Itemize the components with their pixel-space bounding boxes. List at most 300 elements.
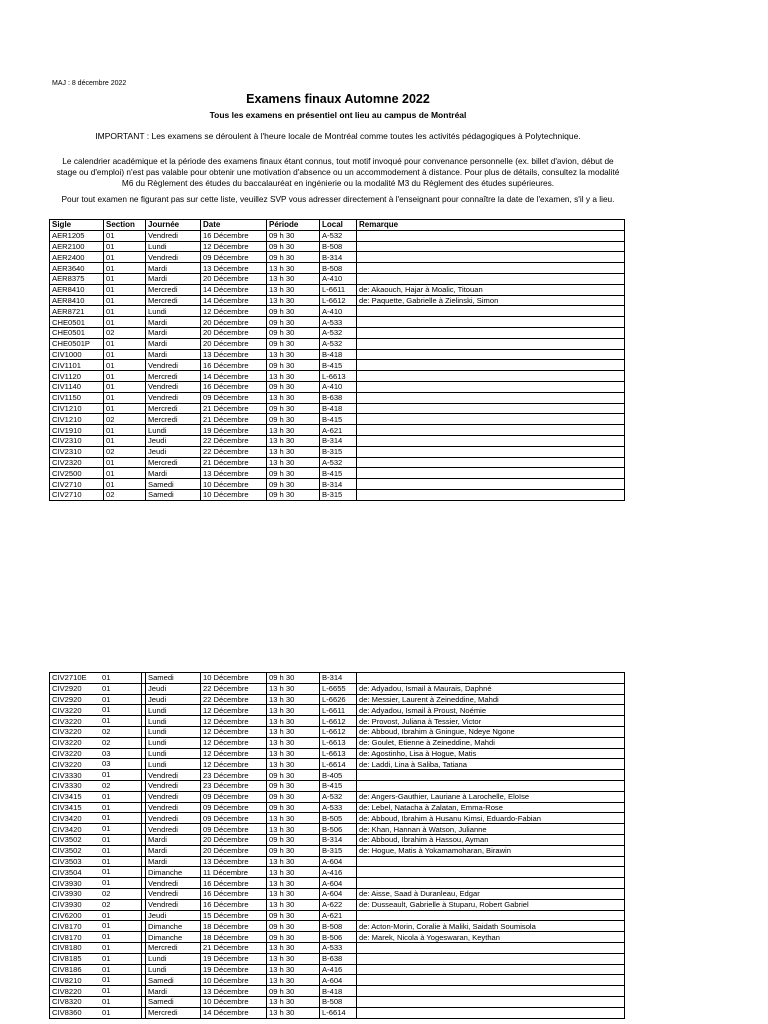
cell-sigle: CHE0501P [50,338,104,349]
cell-periode: 09 h 30 [267,986,320,997]
cell-local: A-622 [320,899,357,910]
cell-sigle: CIV1140 [50,381,104,392]
cell-date: 19 Décembre [201,425,267,436]
cell-date: 20 Décembre [201,338,267,349]
cell-local: B-506 [320,932,357,943]
table-row [50,737,625,748]
cell-remarque: de: Agostinho, Lisa à Hogue, Matis [357,748,625,759]
cell-journee: Samedi [146,996,201,1007]
cell-remarque: de: Goulet, Etienne à Zeineddine, Mahdi [357,737,625,748]
cell-sigle: CIV3930 01 [50,878,142,889]
cell-local: B-314 [320,673,357,684]
cell-local: L-6611 [320,284,357,295]
cell-sigle: CIV2310 [50,435,104,446]
cell-journee: Vendredi [146,360,201,371]
cell-journee: Jeudi [146,694,201,705]
table-row [50,986,625,997]
cell-remarque [357,306,625,317]
cell-section: 01 [104,435,146,446]
col-remarque: Remarque [357,220,625,231]
cell-date: 12 Décembre [201,705,267,716]
cell-date: 13 Décembre [201,263,267,274]
cell-date: 20 Décembre [201,327,267,338]
cell-periode: 09 h 30 [267,403,320,414]
cell-periode: 09 h 30 [267,479,320,490]
cell-periode: 09 h 30 [267,921,320,932]
table-row [50,489,625,500]
cell-remarque [357,1007,625,1018]
cell-local: B-314 [320,479,357,490]
cell-section: 01 [104,468,146,479]
table-header-row [50,220,625,231]
table-row [50,349,625,360]
cell-local: L-6612 [320,726,357,737]
cell-periode: 09 h 30 [267,252,320,263]
cell-sigle: CIV6200 01 [50,910,142,921]
cell-section-text: 01 [102,673,111,682]
cell-sigle: CIV8185 01 [50,953,142,964]
cell-section-text: 01 [102,964,111,974]
cell-sigle: CIV2710 [50,479,104,490]
cell-local: B-315 [320,489,357,500]
cell-sigle: CIV3220 03 [50,748,142,759]
cell-section-text: 01 [102,953,111,963]
cell-local: A-604 [320,878,357,889]
cell-journee: Lundi [146,425,201,436]
cell-remarque [357,252,625,263]
cell-remarque [357,349,625,360]
cell-sigle: CIV3220 01 [50,705,142,716]
cell-local: B-508 [320,263,357,274]
cell-local: L-6612 [320,295,357,306]
cell-sigle: CIV2710 [50,489,104,500]
cell-local: B-315 [320,446,357,457]
table-row [50,716,625,727]
cell-section-text: 01 [102,996,111,1006]
table-row [50,780,625,791]
cell-periode: 13 h 30 [267,349,320,360]
table-row [50,921,625,932]
cell-date: 22 Décembre [201,683,267,694]
cell-section: 01 [104,252,146,263]
cell-section-text: 01 [102,705,111,715]
cell-periode: 09 h 30 [267,381,320,392]
cell-sigle: CIV8210 01 [50,975,142,986]
cell-section: 02 [104,414,146,425]
table-row [50,813,625,824]
cell-section-text: 03 [102,748,111,758]
cell-sigle: CIV2710E 01 [50,673,142,684]
cell-section: 01 [104,338,146,349]
cell-local: B-415 [320,780,357,791]
cell-periode: 13 h 30 [267,964,320,975]
cell-date: 10 Décembre [201,673,267,684]
cell-journee: Mardi [146,273,201,284]
cell-local: B-314 [320,435,357,446]
cell-journee: Mercredi [146,284,201,295]
cell-sigle: AER2100 [50,241,104,252]
cell-journee: Samedi [146,489,201,500]
cell-sigle: CIV1210 [50,403,104,414]
cell-journee: Vendredi [146,899,201,910]
cell-periode: 13 h 30 [267,683,320,694]
table-row [50,263,625,274]
cell-date: 16 Décembre [201,888,267,899]
col-journee: Journée [146,220,201,231]
cell-section: 01 [104,371,146,382]
cell-remarque: de: Marek, Nicola à Yogeswaran, Keythan [357,932,625,943]
cell-date: 22 Décembre [201,446,267,457]
cell-local: A-604 [320,975,357,986]
cell-local: A-410 [320,306,357,317]
cell-periode: 13 h 30 [267,284,320,295]
table-row [50,327,625,338]
cell-local: B-415 [320,414,357,425]
cell-local: L-6613 [320,748,357,759]
cell-journee: Samedi [146,975,201,986]
table-row [50,1007,625,1018]
cell-journee: Mardi [146,845,201,856]
cell-journee: Mercredi [146,403,201,414]
cell-local: A-533 [320,802,357,813]
cell-sigle: CIV3504 01 [50,867,142,878]
cell-periode: 13 h 30 [267,392,320,403]
table-row [50,748,625,759]
cell-section: 01 [104,295,146,306]
cell-periode: 13 h 30 [267,878,320,889]
cell-journee: Mercredi [146,457,201,468]
cell-section: 01 [104,349,146,360]
table-row [50,845,625,856]
cell-remarque: de: Provost, Juliana à Tessier, Victor [357,716,625,727]
cell-periode: 09 h 30 [267,770,320,781]
cell-remarque [357,263,625,274]
table-row [50,856,625,867]
table-row [50,403,625,414]
cell-date: 12 Décembre [201,306,267,317]
missing-exam-notice: Pour tout examen ne figurant pas sur cette liste, veuillez SVP vous adresser directement à l'enseignant pour connaître la date de l'examen, s'il y a lieu. [61,194,615,204]
table-row [50,770,625,781]
cell-sigle: CIV3503 01 [50,856,142,867]
cell-section: 01 [104,241,146,252]
cell-section-text: 01 [102,770,111,780]
table-row [50,252,625,263]
col-local: Local [320,220,357,231]
cell-journee: Mercredi [146,371,201,382]
cell-remarque [357,986,625,997]
table-row [50,230,625,241]
table-row [50,683,625,694]
cell-periode: 13 h 30 [267,748,320,759]
cell-sigle: CIV3220 02 [50,737,142,748]
cell-sigle: AER8410 [50,295,104,306]
cell-remarque [357,338,625,349]
cell-sigle: CIV3415 01 [50,791,142,802]
cell-sigle: AER1205 [50,230,104,241]
cell-journee: Samedi [146,673,201,684]
cell-section: 01 [104,306,146,317]
cell-date: 10 Décembre [201,975,267,986]
cell-sigle: CIV8220 01 [50,986,142,997]
cell-date: 20 Décembre [201,845,267,856]
cell-date: 12 Décembre [201,726,267,737]
cell-section-text: 02 [102,726,111,736]
cell-local: L-6614 [320,1007,357,1018]
cell-remarque: de: Abboud, Ibrahim à Gningue, Ndeye Ngone [357,726,625,737]
table-row [50,964,625,975]
cell-section-text: 01 [102,1007,111,1017]
cell-sigle: CIV3330 02 [50,780,142,791]
cell-remarque [357,435,625,446]
cell-sigle: CIV1000 [50,349,104,360]
table-row [50,241,625,252]
cell-local: B-508 [320,241,357,252]
cell-periode: 09 h 30 [267,327,320,338]
cell-periode: 09 h 30 [267,338,320,349]
cell-section: 01 [104,479,146,490]
cell-remarque [357,273,625,284]
cell-remarque [357,489,625,500]
cell-sigle: CIV1150 [50,392,104,403]
cell-date: 19 Décembre [201,964,267,975]
cell-local: L-6611 [320,705,357,716]
cell-section: 01 [104,457,146,468]
cell-date: 15 Décembre [201,910,267,921]
cell-journee: Vendredi [146,813,201,824]
cell-date: 09 Décembre [201,252,267,263]
cell-sigle: CIV3930 02 [50,899,142,910]
cell-remarque [357,403,625,414]
cell-periode: 09 h 30 [267,802,320,813]
table-row [50,317,625,328]
cell-date: 23 Décembre [201,780,267,791]
table-row [50,273,625,284]
cell-section: 02 [104,489,146,500]
cell-periode: 09 h 30 [267,780,320,791]
cell-journee: Vendredi [146,392,201,403]
cell-sigle: AER8410 [50,284,104,295]
cell-date: 12 Décembre [201,748,267,759]
cell-sigle: CIV8320 01 [50,996,142,1007]
cell-date: 16 Décembre [201,360,267,371]
cell-remarque: de: Angers-Gauthier, Lauriane à Larochelle, Eloïse [357,791,625,802]
cell-remarque [357,878,625,889]
cell-local: B-638 [320,392,357,403]
cell-local: A-416 [320,867,357,878]
cell-remarque [357,425,625,436]
col-sigle: Sigle [50,220,104,231]
cell-periode: 13 h 30 [267,694,320,705]
cell-sigle: CIV1910 [50,425,104,436]
cell-journee: Vendredi [146,252,201,263]
cell-remarque [357,910,625,921]
cell-local: B-505 [320,813,357,824]
cell-sigle: CIV3930 02 [50,888,142,899]
cell-journee: Lundi [146,759,201,770]
cell-section-text: 01 [102,942,111,952]
table-row [50,878,625,889]
table-row [50,726,625,737]
cell-sigle: CIV8186 01 [50,964,142,975]
cell-date: 21 Décembre [201,942,267,953]
cell-journee: Lundi [146,748,201,759]
cell-local: A-532 [320,791,357,802]
table-row [50,425,625,436]
cell-date: 10 Décembre [201,479,267,490]
cell-periode: 13 h 30 [267,446,320,457]
update-date: MAJ : 8 décembre 2022 [52,80,127,87]
cell-local: L-6613 [320,737,357,748]
cell-local: A-621 [320,425,357,436]
cell-journee: Mardi [146,349,201,360]
cell-remarque: de: Acton-Morin, Coralie à Maliki, Saidath Soumisola [357,921,625,932]
cell-remarque: de: Aisse, Saad à Duranleau, Edgar [357,888,625,899]
cell-sigle: CIV3420 01 [50,813,142,824]
table-row [50,867,625,878]
cell-sigle: CHE0501 [50,317,104,328]
cell-sigle: CIV3220 01 [50,716,142,727]
cell-remarque [357,996,625,1007]
cell-date: 23 Décembre [201,770,267,781]
cell-section-text: 01 [102,716,111,726]
cell-journee: Vendredi [146,230,201,241]
table-row [50,435,625,446]
cell-sigle: AER8721 [50,306,104,317]
table-row [50,457,625,468]
cell-section-text: 01 [102,802,111,812]
cell-date: 20 Décembre [201,317,267,328]
cell-section-text: 01 [102,932,111,942]
cell-section: 01 [104,403,146,414]
cell-remarque: de: Abboud, Ibrahim à Husanu Kimsi, Eduardo-Fabian [357,813,625,824]
cell-sigle: CIV3502 01 [50,845,142,856]
cell-sigle: CIV1120 [50,371,104,382]
cell-journee: Mardi [146,263,201,274]
cell-journee: Lundi [146,716,201,727]
cell-periode: 09 h 30 [267,489,320,500]
cell-date: 18 Décembre [201,921,267,932]
cell-sigle: CHE0501 [50,327,104,338]
cell-remarque [357,942,625,953]
cell-periode: 13 h 30 [267,295,320,306]
cell-journee: Vendredi [146,888,201,899]
cell-remarque [357,468,625,479]
cell-remarque [357,360,625,371]
cell-journee: Dimanche [146,867,201,878]
cell-sigle: CIV1101 [50,360,104,371]
cell-remarque [357,856,625,867]
cell-local: B-638 [320,953,357,964]
cell-local: B-418 [320,349,357,360]
cell-local: L-6614 [320,759,357,770]
cell-date: 21 Décembre [201,414,267,425]
cell-local: A-410 [320,273,357,284]
cell-remarque [357,780,625,791]
cell-periode: 09 h 30 [267,910,320,921]
cell-journee: Jeudi [146,435,201,446]
cell-date: 19 Décembre [201,953,267,964]
cell-journee: Dimanche [146,932,201,943]
cell-local: L-6613 [320,371,357,382]
cell-remarque: de: Hogue, Matis à Yokamamoharan, Birawin [357,845,625,856]
cell-remarque: de: Lebel, Natacha à Zalatan, Emma-Rose [357,802,625,813]
cell-remarque [357,371,625,382]
cell-local: L-6626 [320,694,357,705]
cell-local: B-405 [320,770,357,781]
cell-date: 13 Décembre [201,468,267,479]
cell-remarque: de: Adyadou, Ismail à Proust, Noémie [357,705,625,716]
cell-journee: Vendredi [146,791,201,802]
page-title: Examens finaux Automne 2022 [246,92,430,106]
cell-sigle: CIV8170 01 [50,932,142,943]
cell-section-text: 01 [102,986,111,996]
cell-date: 09 Décembre [201,824,267,835]
cell-section-text: 01 [102,878,111,888]
cell-journee: Lundi [146,241,201,252]
cell-journee: Vendredi [146,770,201,781]
important-note: IMPORTANT : Les examens se déroulent à l'heure locale de Montréal comme toutes les activités pédagogiques à Polytechnique. [95,131,581,141]
table-row [50,996,625,1007]
cell-periode: 13 h 30 [267,975,320,986]
cell-journee: Mardi [146,338,201,349]
cell-journee: Mardi [146,317,201,328]
cell-local: A-532 [320,327,357,338]
cell-section: 01 [104,273,146,284]
cell-section: 01 [104,263,146,274]
cell-date: 13 Décembre [201,856,267,867]
table-row [50,479,625,490]
cell-remarque: de: Paquette, Gabrielle à Zielinski, Simon [357,295,625,306]
cell-journee: Vendredi [146,878,201,889]
cell-date: 14 Décembre [201,1007,267,1018]
cell-remarque: de: Adyadou, Ismail à Maurais, Daphné [357,683,625,694]
cell-section-text: 03 [102,759,111,769]
cell-section-text: 01 [102,683,111,693]
cell-sigle: CIV3415 01 [50,802,142,813]
cell-sigle: AER8375 [50,273,104,284]
cell-section: 01 [104,317,146,328]
cell-date: 09 Décembre [201,813,267,824]
cell-local: L-6655 [320,683,357,694]
table-row [50,899,625,910]
table-row [50,975,625,986]
cell-date: 12 Décembre [201,737,267,748]
cell-periode: 13 h 30 [267,899,320,910]
cell-section: 01 [104,392,146,403]
cell-local: A-533 [320,317,357,328]
cell-periode: 13 h 30 [267,996,320,1007]
cell-remarque [357,867,625,878]
cell-date: 18 Décembre [201,932,267,943]
cell-local: A-410 [320,381,357,392]
cell-section: 02 [104,327,146,338]
col-section: Section [104,220,146,231]
cell-section-text: 02 [102,737,111,747]
cell-date: 09 Décembre [201,791,267,802]
cell-date: 16 Décembre [201,878,267,889]
cell-date: 16 Décembre [201,381,267,392]
cell-periode: 13 h 30 [267,435,320,446]
table-row [50,381,625,392]
cell-section-text: 01 [102,910,111,920]
cell-periode: 13 h 30 [267,737,320,748]
cell-periode: 09 h 30 [267,241,320,252]
cell-journee: Lundi [146,726,201,737]
cell-periode: 13 h 30 [267,888,320,899]
cell-remarque [357,770,625,781]
cell-journee: Vendredi [146,780,201,791]
cell-local: A-533 [320,942,357,953]
